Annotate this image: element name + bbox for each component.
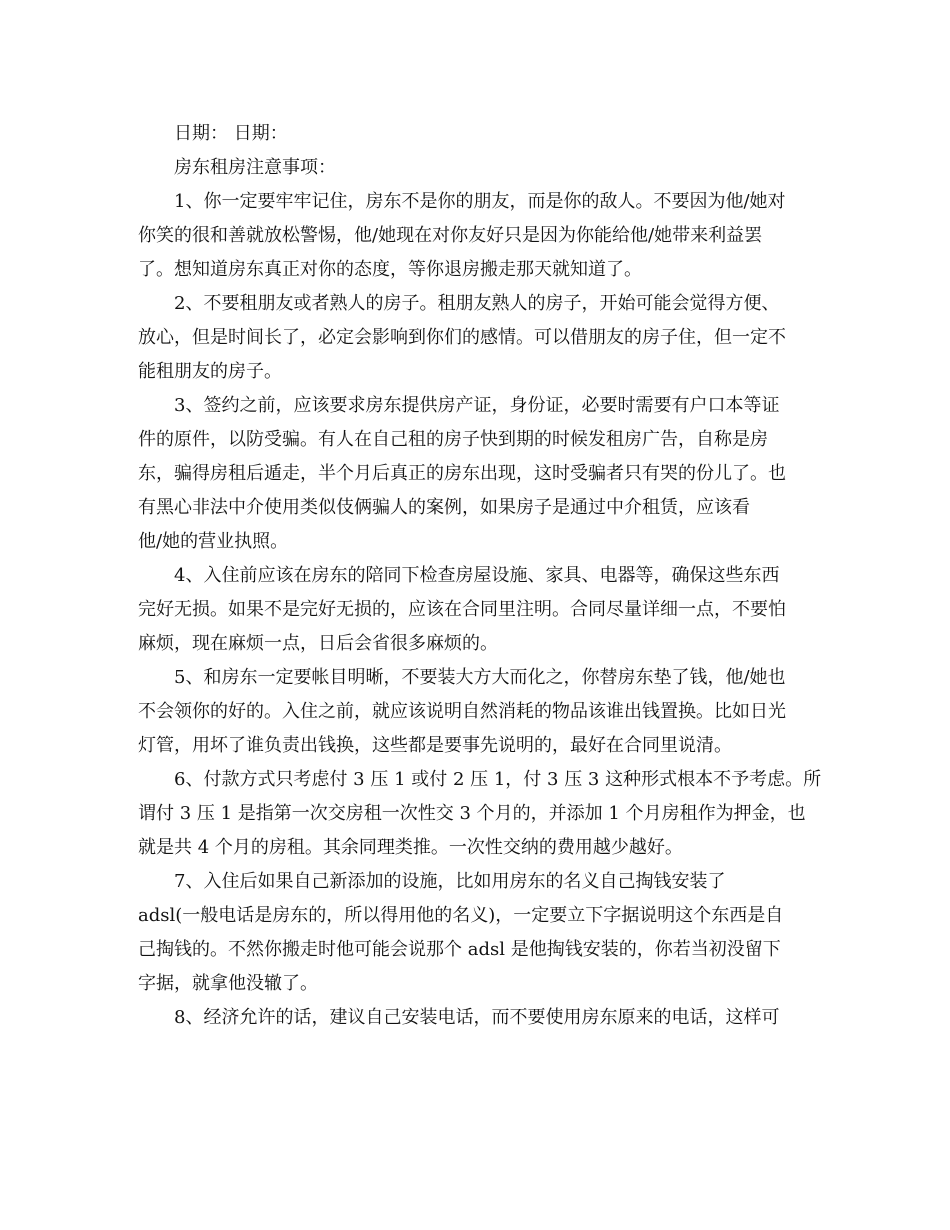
paragraph-line: 6、付款方式只考虑付 3 压 1 或付 2 压 1，付 3 压 3 这种形式根本不予考虑。所: [174, 769, 822, 790]
paragraph-line: 5、和房东一定要帐目明晰，不要装大方大而化之，你替房东垫了钱，他/她也: [174, 667, 786, 688]
paragraph-line: 不会领你的好的。入住之前，就应该说明自然消耗的物品该谁出钱置换。比如日光: [138, 701, 786, 722]
paragraph-line: 你笑的很和善就放松警惕，他/她现在对你友好只是因为你能给他/她带来利益罢: [138, 225, 763, 246]
document-title: 房东租房注意事项：: [174, 157, 336, 178]
paragraph: [138, 559, 810, 661]
document-body: [138, 117, 822, 1035]
paragraph: [138, 1001, 810, 1035]
paragraph-line: 7、入住后如果自己新添加的设施，比如用房东的名义自己掏钱安装了: [174, 871, 726, 892]
paragraph-line: 1、你一定要牢牢记住，房东不是你的朋友，而是你的敌人。不要因为他/她对: [174, 191, 786, 212]
paragraph-line: 件的原件，以防受骗。有人在自己租的房子快到期的时候发租房广告，自称是房: [138, 429, 768, 450]
paragraph-line: adsl(一般电话是房东的，所以得用他的名义)，一定要立下字据说明这个东西是自: [138, 905, 784, 926]
paragraph-line: 2、不要租朋友或者熟人的房子。租朋友熟人的房子，开始可能会觉得方便、: [174, 293, 780, 314]
paragraph-line: 完好无损。如果不是完好无损的，应该在合同里注明。合同尽量详细一点，不要怕: [138, 599, 786, 620]
paragraph-line: 有黑心非法中介使用类似伎俩骗人的案例，如果房子是通过中介租赁，应该看: [138, 497, 750, 518]
paragraph-line: 能租朋友的房子。: [138, 361, 282, 382]
paragraph-line: 8、经济允许的话，建议自己安装电话，而不要使用房东原来的电话，这样可: [174, 1007, 780, 1028]
paragraph-line: 谓付 3 压 1 是指第一次交房租一次性交 3 个月的，并添加 1 个月房租作为押金，也: [138, 803, 806, 824]
paragraph-line: 东，骗得房租后遁走，半个月后真正的房东出现，这时受骗者只有哭的份儿了。也: [138, 463, 786, 484]
paragraph-list: [138, 185, 822, 1035]
paragraph-line: 4、入住前应该在房东的陪同下检查房屋设施、家具、电器等，确保这些东西: [174, 565, 780, 586]
paragraph-line: 字据，就拿他没辙了。: [138, 973, 318, 994]
date-line: 日期： 日期：: [174, 123, 288, 144]
paragraph: [138, 763, 822, 865]
paragraph: [138, 865, 810, 1001]
paragraph-line: 他/她的营业执照。: [138, 531, 289, 552]
paragraph-line: 放心，但是时间长了，必定会影响到你们的感情。可以借朋友的房子住，但一定不: [138, 327, 786, 348]
paragraph: [138, 185, 810, 287]
paragraph: [138, 389, 810, 559]
paragraph-line: 3、签约之前，应该要求房东提供房产证，身份证，必要时需要有户口本等证: [174, 395, 780, 416]
paragraph-line: 了。想知道房东真正对你的态度，等你退房搬走那天就知道了。: [138, 259, 642, 280]
paragraph: [138, 287, 810, 389]
paragraph-line: 就是共 4 个月的房租。其余同理类推。一次性交纳的费用越少越好。: [138, 837, 683, 858]
paragraph: [138, 661, 810, 763]
paragraph-line: 麻烦，现在麻烦一点，日后会省很多麻烦的。: [138, 633, 498, 654]
paragraph-line: 己掏钱的。不然你搬走时他可能会说那个 adsl 是他掏钱安装的，你若当初没留下: [138, 939, 781, 960]
paragraph-line: 灯管，用坏了谁负责出钱换，这些都是要事先说明的，最好在合同里说清。: [138, 735, 732, 756]
